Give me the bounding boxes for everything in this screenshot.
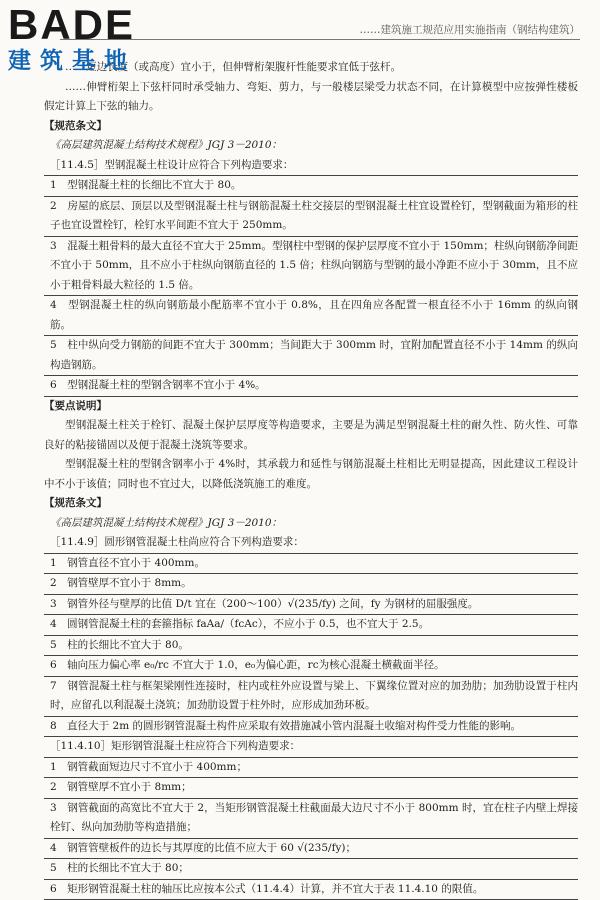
logo-subtitle: 建筑基地 <box>8 48 136 74</box>
explanation-paragraph: 型钢混凝土柱的型钢含钢率小于 4%时，其承载力和延性与钢筋混凝土柱相比无明显提高，因此建议工程设计中不小于该值；同时也不宜过大，以降低浇筑施工的难度。 <box>44 458 578 490</box>
clause-item: 4 型钢混凝土柱的纵向钢筋最小配筋率不宜小于 0.8%，且在四角应各配置一根直径不小于 16mm 的纵向钢筋。 <box>44 296 578 336</box>
clause-item: 2 钢管壁厚不宜小于 8mm； <box>44 778 578 799</box>
clause-item: 2 钢管壁厚不宜小于 8mm。 <box>44 574 578 595</box>
clause-item: 5 柱中纵向受力钢筋的间距不宜大于 300mm；当间距大于 300mm 时，宜附加配置直径不小于 14mm 的纵向构造钢筋。 <box>44 336 578 376</box>
clause-heading: ［11.4.5］型钢混凝土柱设计应符合下列构造要求： <box>44 156 578 177</box>
clause-item: 4 钢管管壁板件的边长与其厚度的比值不应大于 60 √(235/fy)； <box>44 839 578 860</box>
clause-item: 8 直径大于 2m 的圆形钢管混凝土构件应采取有效措施减小管内混凝土收缩对构件受力性能的影响。 <box>44 717 578 738</box>
clause-item: 3 混凝土粗骨料的最大直径不宜大于 25mm。型钢柱中型钢的保护层厚度不宜小于 150mm；柱纵向钢筋净间距不宜小于 50mm，且不应小于柱纵向钢筋直径的 1.5 倍；柱纵向钢筋与型钢的最小净距不应小于 30mm，且不应小于粗骨料最大粒径的 1.5 倍。 <box>44 237 578 297</box>
clause-item: 1 型钢混凝土柱的长细比不宜大于 80。 <box>44 176 578 197</box>
clause-item: 3 钢管截面的高宽比不宜大于 2，当矩形钢管混凝土柱截面最大边尺寸不小于 800mm 时，宜在柱子内壁上焊接栓钉、纵向加劲肋等构造措施； <box>44 799 578 839</box>
clause-item: 2 房屋的底层、顶层以及型钢混凝土柱与钢筋混凝土柱交接层的型钢混凝土柱宜设置栓钉，型钢截面为箱形的柱子也宜设置栓钉，栓钉水平间距不宜大于 250mm。 <box>44 197 578 237</box>
clause-item: 6 矩形钢管混凝土柱的轴压比应按本公式（11.4.4）计算，并不宜大于表 11.4.10 的限值。 <box>44 880 578 900</box>
page-body <box>44 58 578 900</box>
clause-item: 6 型钢混凝土柱的型钢含钢率不宜小于 4%。 <box>44 376 578 397</box>
intro-paragraph: ……短边长度（或高度）宜小于，但伸臂桁架腹杆性能要求宜低于弦杆。 <box>65 61 401 73</box>
clause-item: 4 圆钢管混凝土柱的套箍指标 faAa/（fcAc），不应小于 0.5，也不宜大于 2.5。 <box>44 615 578 636</box>
clause-item: 3 钢管外径与壁厚的比值 D/t 宜在（200～100）√(235/fy) 之间，fy 为钢材的屈服强度。 <box>44 595 578 616</box>
clause-item: 6 轴向压力偏心率 e₀/rc 不宜大于 1.0，e₀为偏心距，rc为核心混凝土横截面半径。 <box>44 656 578 677</box>
standard-reference: 《高层建筑混凝土结构技术规程》JGJ 3－2010： <box>50 139 283 151</box>
clause-heading: ［11.4.10］矩形钢管混凝土柱应符合下列构造要求： <box>44 737 578 758</box>
section-title: 【要点说明】 <box>44 399 107 412</box>
clause-item: 7 钢管混凝土柱与框架梁刚性连接时，柱内或柱外应设置与梁上、下翼缘位置对应的加劲肋；加劲肋设置于柱内时，应留孔以利混凝土浇筑；加劲肋设置于柱外时，应形成加劲环板。 <box>44 677 578 717</box>
clause-item: 5 柱的长细比不宜大于 80。 <box>44 636 578 657</box>
clause-heading: ［11.4.9］圆形钢管混凝土柱尚应符合下列构造要求： <box>44 533 578 554</box>
explanation-paragraph: 型钢混凝土柱关于栓钉、混凝土保护层厚度等构造要求，主要是为满足型钢混凝土柱的耐久性、防火性、可靠良好的粘接锚固以及便于混凝土浇筑等要求。 <box>44 419 578 451</box>
standard-reference: 《高层建筑混凝土结构技术规程》JGJ 3－2010： <box>50 516 283 529</box>
section-title: 【规范条文】 <box>44 497 107 509</box>
clause-item: 1 钢管截面短边尺寸不宜小于 400mm； <box>44 758 578 779</box>
publisher-logo <box>8 1 136 74</box>
running-head: ……建筑施工规范应用实施指南（钢结构建筑） <box>60 22 580 40</box>
clause-item: 5 柱的长细比不宜大于 80； <box>44 859 578 880</box>
section-title: 【规范条文】 <box>44 119 107 132</box>
clause-item: 1 钢管直径不宜小于 400mm。 <box>44 554 578 575</box>
intro-paragraph: ……伸臂桁架上下弦杆同时承受轴力、弯矩、剪力，与一般楼层梁受力状态不同，在计算模型中应按弹性楼板假定计算上下弦的轴力。 <box>44 80 578 112</box>
logo-brand: BADE <box>8 1 136 48</box>
